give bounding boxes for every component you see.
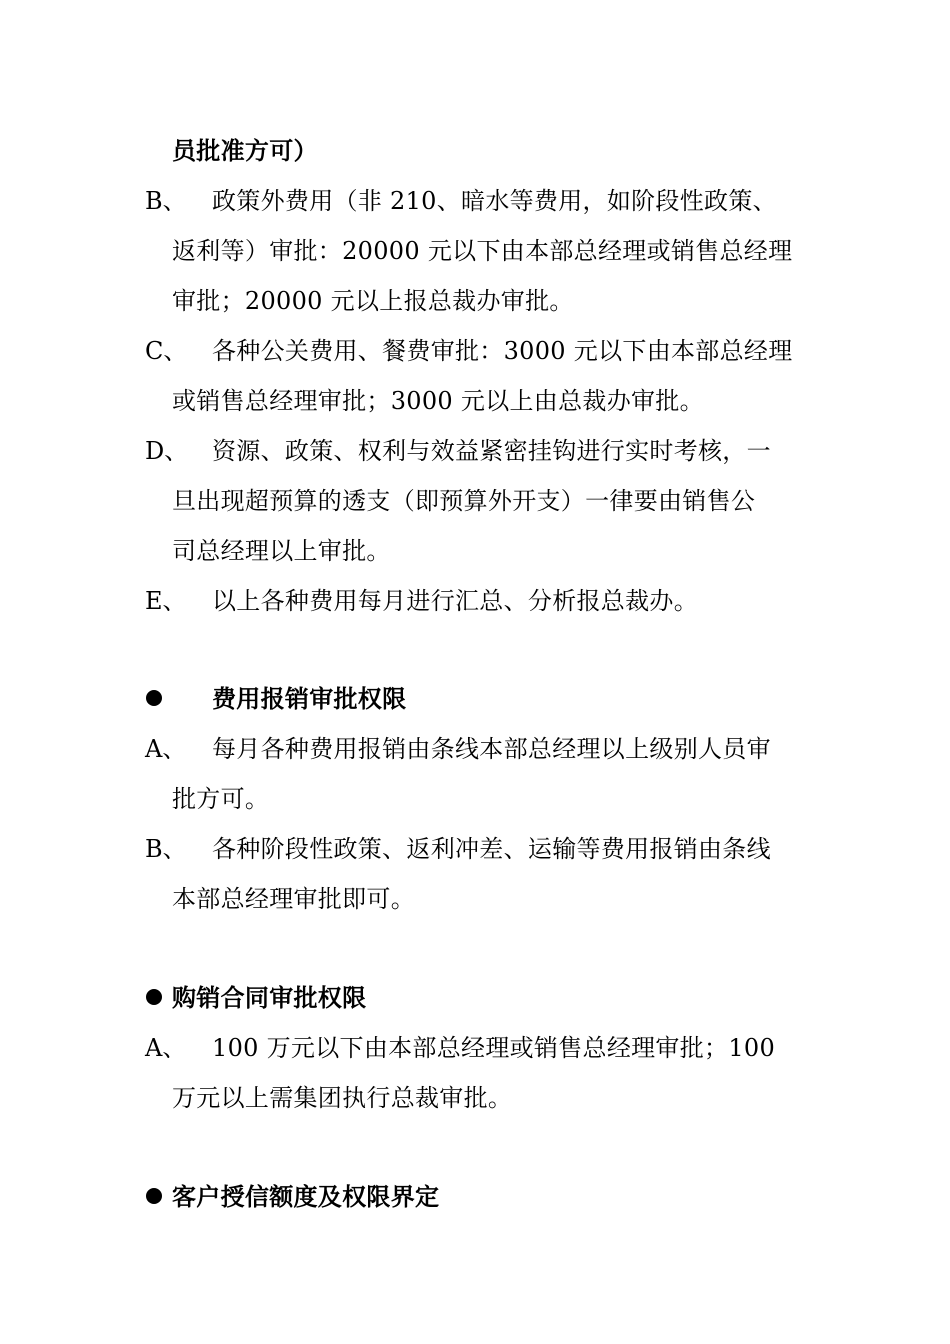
- item-marker: B、: [145, 187, 187, 215]
- item-line: 各种阶段性政策、返利冲差、运输等费用报销由条线: [212, 835, 771, 863]
- item-marker: A、: [145, 735, 187, 763]
- item-line: 每月各种费用报销由条线本部总经理以上级别人员审: [212, 735, 771, 763]
- item-marker: E、: [145, 587, 187, 615]
- section-heading: 购销合同审批权限: [172, 984, 367, 1012]
- item-line: 旦出现超预算的透支（即预算外开支）一律要由销售公: [172, 487, 756, 515]
- item-marker: C、: [145, 337, 188, 365]
- item-line: 或销售总经理审批；3000 元以上由总裁办审批。: [172, 387, 704, 415]
- item-line: 万元以上需集团执行总裁审批。: [172, 1084, 513, 1112]
- item-line: 返利等）审批：20000 元以下由本部总经理或销售总经理: [172, 237, 793, 265]
- bullet-icon: [146, 690, 162, 706]
- item-marker: D、: [145, 437, 189, 465]
- item-line: 资源、政策、权利与效益紧密挂钩进行实时考核，一: [212, 437, 771, 465]
- item-marker: A、: [145, 1034, 187, 1062]
- bullet-icon: [146, 989, 162, 1005]
- item-line: 各种公关费用、餐费审批：3000 元以下由本部总经理: [212, 337, 793, 365]
- item-line: 审批；20000 元以上报总裁办审批。: [172, 287, 574, 315]
- item-line: 司总经理以上审批。: [172, 537, 391, 565]
- item-line: 政策外费用（非 210、暗水等费用，如阶段性政策、: [212, 187, 777, 215]
- section-heading: 费用报销审批权限: [212, 685, 407, 713]
- section-heading: 客户授信额度及权限界定: [172, 1183, 440, 1211]
- continuation-text: 员批准方可）: [172, 137, 318, 165]
- item-marker: B、: [145, 835, 187, 863]
- item-line: 100 万元以下由本部总经理或销售总经理审批；100: [212, 1034, 776, 1062]
- item-line: 以上各种费用每月进行汇总、分析报总裁办。: [212, 587, 698, 615]
- bullet-icon: [146, 1188, 162, 1204]
- item-line: 批方可。: [172, 785, 270, 813]
- item-line: 本部总经理审批即可。: [172, 885, 415, 913]
